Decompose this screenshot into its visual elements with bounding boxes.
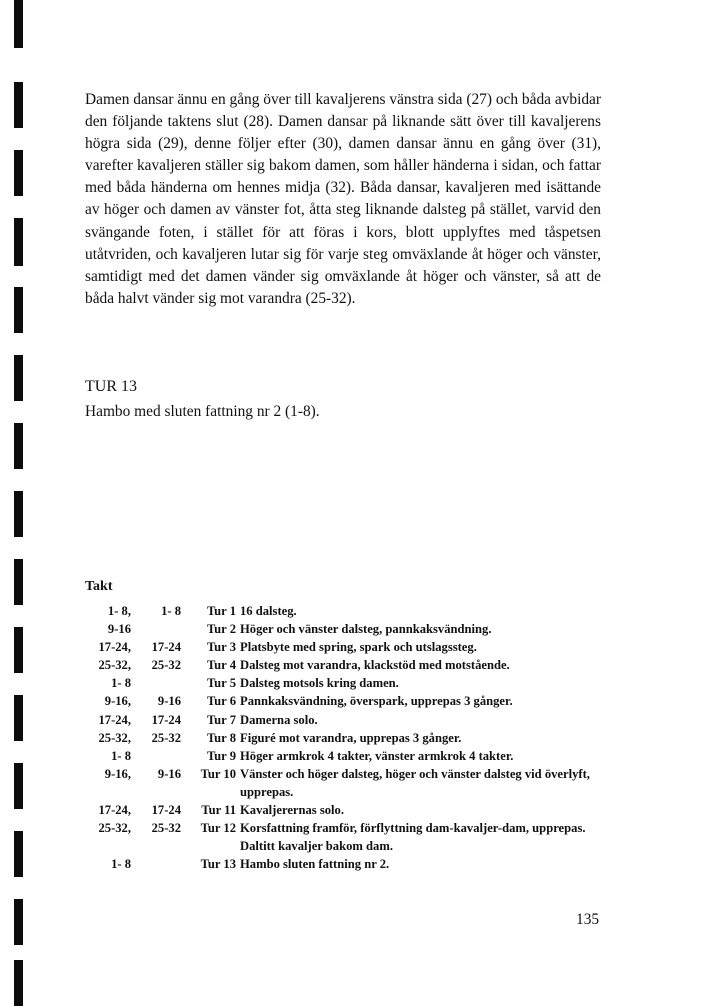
section-subheading: Hambo med sluten fattning nr 2 (1-8). [85,403,320,420]
table-row [85,801,625,819]
tur-description: Korsfattning framför, förflyttning dam-kavaljer-dam, upprepas. [240,821,586,836]
tur-description: Dalsteg motsols kring damen. [240,676,399,691]
tur-description: Daltitt kavaljer bakom dam. [240,839,393,854]
takt-range: 1- 8, [107,604,131,618]
table-row [85,620,625,638]
takt-range: 25-32, [98,821,131,836]
table-row [85,765,625,801]
takt-range-repeat: 17-24 [151,712,181,727]
binding-marks [14,0,24,1006]
table-row [85,855,625,873]
section-heading: TUR 13 [85,378,137,395]
takt-range: 9-16 [107,622,131,637]
tur-description: Höger armkrok 4 takter, vänster armkrok 4 takter. [240,748,514,763]
tur-number: Tur 10 [200,766,236,781]
tur-number: Tur 1 [206,604,236,618]
tur-description: Damerna solo. [240,712,318,727]
tur-description: Hambo sluten fattning nr 2. [240,857,390,872]
table-row [85,747,625,765]
takt-range-repeat: 9-16 [157,766,181,781]
takt-label: Takt [85,579,113,594]
takt-range: 9-16, [104,766,131,781]
takt-range-repeat: 9-16 [157,694,181,709]
tur-number: Tur 7 [206,712,236,727]
tur-number: Tur 3 [206,640,236,655]
takt-range: 17-24, [98,640,131,655]
table-row [85,819,625,837]
takt-range-repeat: 17-24 [151,803,181,818]
tur-description: 16 dalsteg. [240,604,297,618]
takt-range: 1- 8 [111,676,131,691]
tur-number: Tur 8 [206,730,236,745]
tur-description: Kavaljerernas solo. [240,803,345,818]
takt-range-repeat: 25-32 [151,730,181,745]
tur-description: Pannkaksvändning, överspark, upprepas 3 gånger. [240,694,513,709]
tur-number: Tur 2 [206,622,236,637]
takt-range: 17-24, [98,803,131,818]
takt-range: 1- 8 [111,748,131,763]
table-row [85,711,625,729]
tur-number: Tur 6 [206,694,236,709]
body-paragraph: Damen dansar ännu en gång över till kavaljerens vänstra sida (27) och båda avbidar den följande taktens slut (28). Damen dansar på liknande sätt över till kavaljerens högra sida (29), denne följer efter (30), damen dansar ännu en gång över (31), varefter kavaljeren ställer sig bakom damen, som håller händerna i sidan, och fattar med båda händerna om hennes midja (32). Båda dansar, kavaljeren med isättande av höger och damen av vänster fot, åtta steg liknande dalsteg på stället, varvid den svängande foten, i stället för att föras i kors, blott upplyftes med tåspetsen utåtvriden, och kavaljeren lutar sig för varje steg omväxlande åt höger och vänster, samtidigt med det damen vänder sig omväxlande åt höger och vänster, så att de båda halvt vänder sig mot varandra (25-32). [85,91,601,307]
takt-range: 25-32, [98,658,131,673]
table-row [85,638,625,656]
table-row [85,729,625,747]
tur-description: Platsbyte med spring, spark och utslagssteg. [240,640,477,655]
takt-range-repeat: 17-24 [151,640,181,655]
tur-number: Tur 11 [201,803,236,818]
takt-range: 1- 8 [111,857,131,872]
tur-table [85,602,625,873]
table-row [85,837,625,855]
takt-range-repeat: 25-32 [151,821,181,836]
tur-number: Tur 13 [200,857,236,872]
takt-range-repeat: 25-32 [151,658,181,673]
takt-range-repeat: 1- 8 [161,604,181,618]
page-number: 135 [576,911,600,928]
table-row [85,692,625,710]
takt-range: 9-16, [104,694,131,709]
tur-number: Tur 5 [206,676,236,691]
table-row [85,656,625,674]
table-row [85,674,625,692]
takt-range: 25-32, [98,730,131,745]
table-row [85,602,625,620]
tur-number: Tur 4 [206,658,236,673]
tur-description: Vänster och höger dalsteg, höger och vänster dalsteg vid överlyft, upprepas. [240,766,590,799]
tur-description: Dalsteg mot varandra, klackstöd med motstående. [240,658,510,673]
tur-number: Tur 9 [206,748,236,763]
tur-description: Figuré mot varandra, upprepas 3 gånger. [240,730,462,745]
takt-range: 17-24, [98,712,131,727]
tur-description: Höger och vänster dalsteg, pannkaksvändning. [240,622,492,637]
tur-number: Tur 12 [200,821,236,836]
